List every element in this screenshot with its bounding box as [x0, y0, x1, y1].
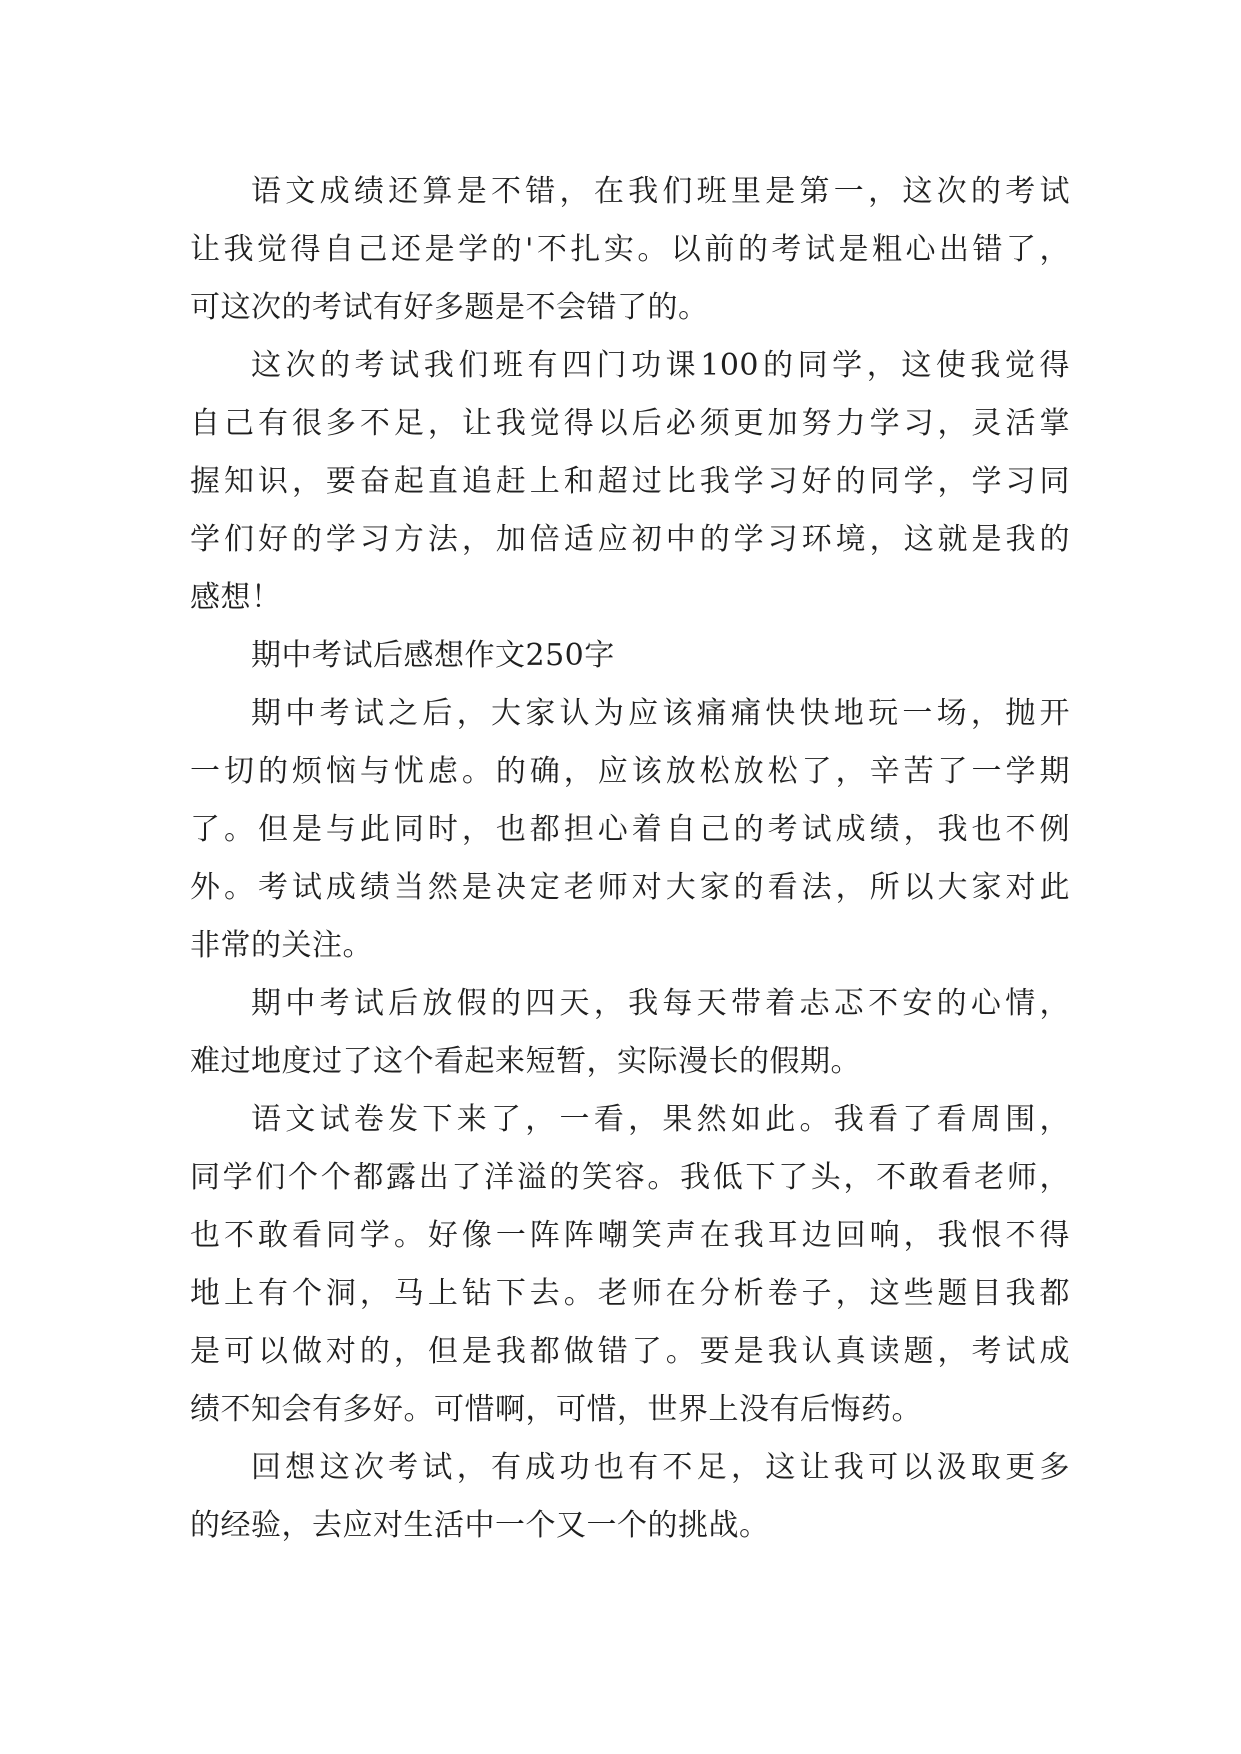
text-line: 绩不知会有多好。可惜啊，可惜，世界上没有后悔药。	[190, 1392, 922, 1427]
text-line: 的经验，去应对生活中一个又一个的挑战。	[190, 1508, 770, 1543]
text-line: 外。考试成绩当然是决定老师对大家的看法，所以大家对此	[190, 870, 1070, 905]
text-line: 难过地度过了这个看起来短暂，实际漫长的假期。	[190, 1044, 861, 1079]
text-line: 了。但是与此同时，也都担心着自己的考试成绩，我也不例	[190, 812, 1070, 847]
paragraph	[190, 163, 1070, 337]
text-line: 地上有个洞，马上钻下去。老师在分析卷子，这些题目我都	[190, 1276, 1070, 1311]
document-body	[190, 163, 1070, 1555]
text-line: 回想这次考试，有成功也有不足，这让我可以汲取更多	[251, 1450, 1070, 1485]
text-line: 是可以做对的，但是我都做错了。要是我认真读题，考试成	[190, 1334, 1070, 1369]
paragraph	[190, 685, 1070, 975]
text-line: 自己有很多不足，让我觉得以后必须更加努力学习，灵活掌	[190, 406, 1070, 441]
text-line: 握知识，要奋起直追赶上和超过比我学习好的同学，学习同	[190, 464, 1070, 499]
text-line: 同学们个个都露出了洋溢的笑容。我低下了头，不敢看老师，	[190, 1160, 1070, 1195]
text-line: 这次的考试我们班有四门功课100的同学，这使我觉得	[251, 348, 1070, 383]
text-line: 可这次的考试有好多题是不会错了的。	[190, 290, 709, 325]
heading-line: 期中考试后感想作文250字	[251, 638, 615, 673]
paragraph	[190, 975, 1070, 1091]
text-line: 期中考试后放假的四天，我每天带着忐忑不安的心情，	[251, 986, 1070, 1021]
paragraph	[190, 1439, 1070, 1555]
text-line: 感想！	[190, 580, 282, 615]
text-line: 让我觉得自己还是学的'不扎实。以前的考试是粗心出错了，	[190, 232, 1070, 267]
text-line: 也不敢看同学。好像一阵阵嘲笑声在我耳边回响，我恨不得	[190, 1218, 1070, 1253]
text-line: 非常的关注。	[190, 928, 373, 963]
text-line: 期中考试之后，大家认为应该痛痛快快地玩一场，抛开	[251, 696, 1070, 731]
paragraph	[190, 1091, 1070, 1439]
paragraph	[190, 337, 1070, 627]
text-line: 一切的烦恼与忧虑。的确，应该放松放松了，辛苦了一学期	[190, 754, 1070, 789]
text-line: 语文成绩还算是不错，在我们班里是第一，这次的考试	[251, 174, 1070, 209]
text-line: 语文试卷发下来了，一看，果然如此。我看了看周围，	[251, 1102, 1070, 1137]
text-line: 学们好的学习方法，加倍适应初中的学习环境，这就是我的	[190, 522, 1070, 557]
section-heading	[190, 627, 1070, 685]
